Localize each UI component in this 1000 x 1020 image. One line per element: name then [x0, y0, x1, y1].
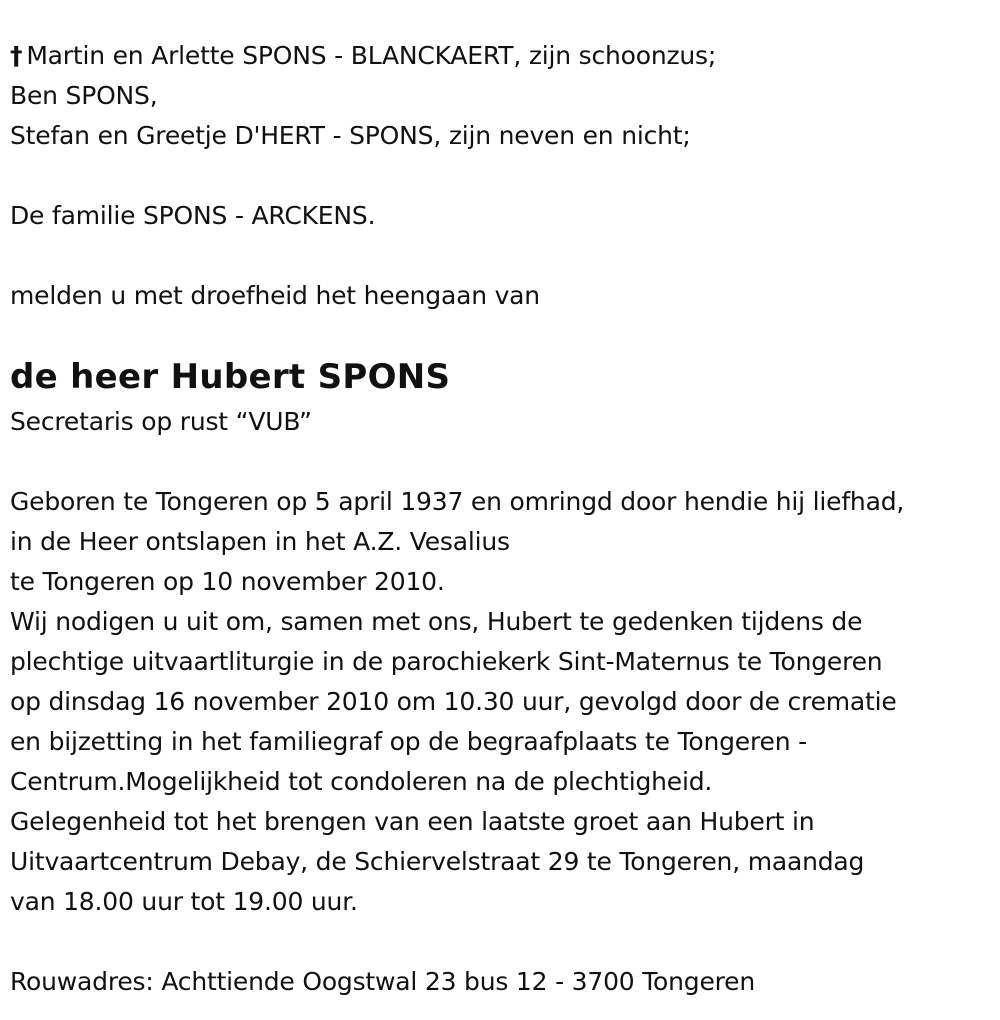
family-line-1 [10, 36, 995, 76]
body-line: in de Heer ontslapen in het A.Z. Vesalius [10, 527, 510, 556]
family-member-text: Martin en Arlette SPONS - BLANCKAERT, zijn schoonzus; [26, 41, 717, 70]
body-line: op dinsdag 16 november 2010 om 10.30 uur, gevolgd door de crematie [10, 687, 897, 716]
spacer [10, 316, 995, 352]
body-line: Gelegenheid tot het brengen van een laatste groet aan Hubert in [10, 807, 815, 836]
body-line: Uitvaartcentrum Debay, de Schiervelstraat 29 te Tongeren, maandag [10, 847, 865, 876]
family-line-4: De familie SPONS - ARCKENS. [10, 201, 376, 230]
cross-icon: † [10, 41, 23, 70]
body-line: en bijzetting in het familiegraf op de begraafplaats te Tongeren - [10, 727, 807, 756]
body-line: te Tongeren op 10 november 2010. [10, 567, 445, 596]
family-line-2: Ben SPONS, [10, 81, 158, 110]
body-line: Centrum.Mogelijkheid tot condoleren na de plechtigheid. [10, 767, 713, 796]
deceased-name: de heer Hubert SPONS [10, 357, 451, 397]
spacer [10, 236, 995, 276]
deceased-title: Secretaris op rust “VUB” [10, 407, 312, 436]
body-line: Geboren te Tongeren op 5 april 1937 en omringd door hendie hij liefhad, [10, 487, 905, 516]
mourning-address: Rouwadres: Achttiende Oogstwal 23 bus 12 - 3700 Tongeren [10, 967, 755, 996]
body-text [10, 482, 995, 922]
body-line: Wij nodigen u uit om, samen met ons, Hubert te gedenken tijdens de [10, 607, 863, 636]
family-line-3: Stefan en Greetje D'HERT - SPONS, zijn neven en nicht; [10, 121, 691, 150]
spacer [10, 922, 995, 962]
spacer [10, 442, 995, 482]
spacer [10, 156, 995, 196]
announcement-text: melden u met droefheid het heengaan van [10, 281, 540, 310]
obituary-notice [10, 36, 995, 1002]
body-line: plechtige uitvaartliturgie in de parochiekerk Sint-Maternus te Tongeren [10, 647, 883, 676]
body-line: van 18.00 uur tot 19.00 uur. [10, 887, 358, 916]
